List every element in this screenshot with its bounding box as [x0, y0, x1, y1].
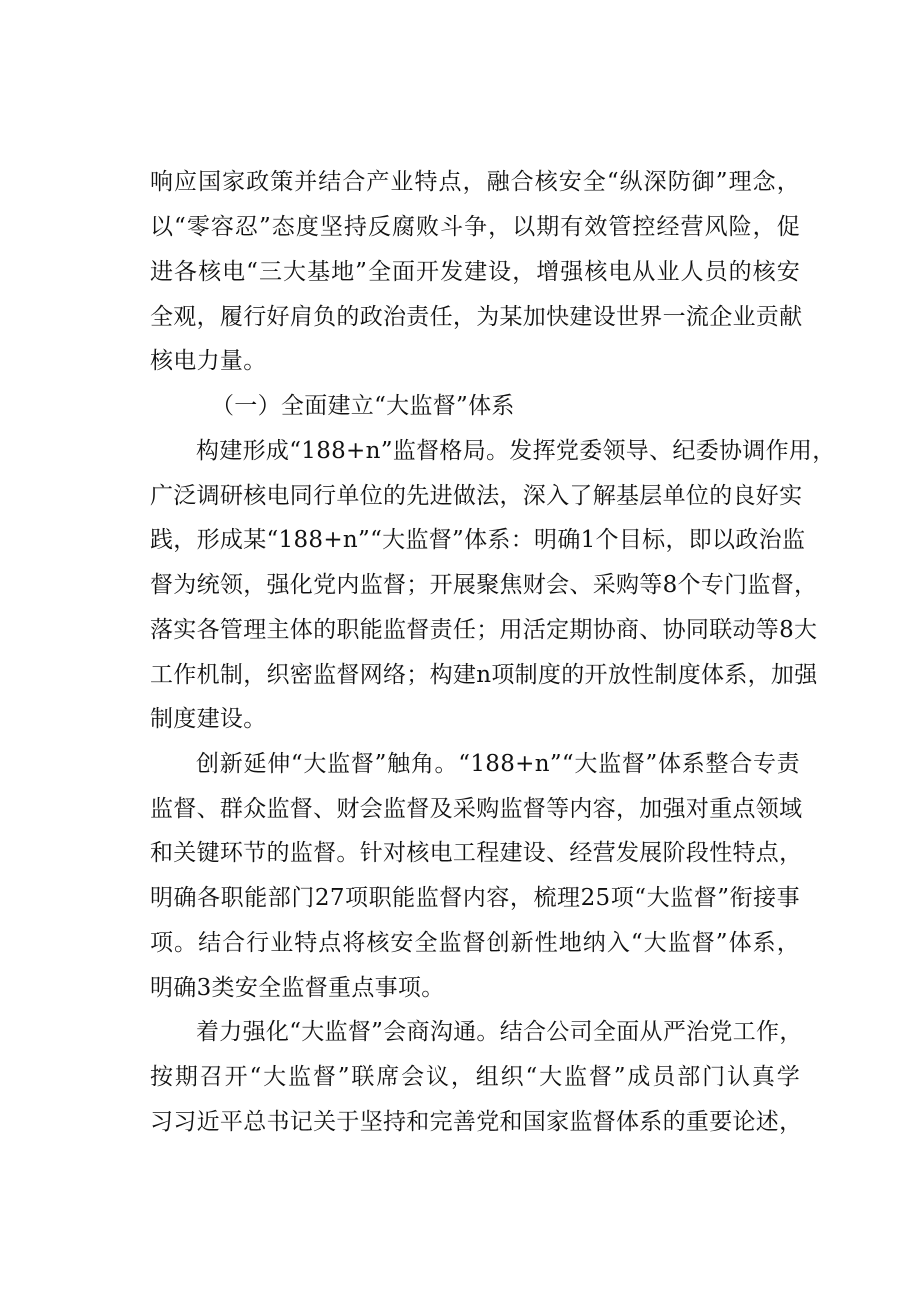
para1-line-1: 构建形成“188+n”监督格局。发挥党委领导、纪委协调作用， — [196, 438, 836, 464]
para2-line-4: 明确各职能部门27项职能监督内容，梳理25项“大监督”衔接事 — [150, 885, 800, 911]
para1-line-2: 广泛调研核电同行单位的先进做法，深入了解基层单位的良好实 — [150, 483, 803, 509]
para2-line-2: 监督、群众监督、财会监督及采购监督等内容，加强对重点领域 — [150, 796, 803, 822]
para1-line-6: 工作机制，织密监督网络；构建n项制度的开放性制度体系，加强 — [150, 662, 818, 688]
para3-line-2: 按期召开“大监督”联席会议，组织“大监督”成员部门认真学 — [150, 1064, 800, 1090]
para2-line-1: 创新延伸“大监督”触角。“188+n”“大监督”体系整合专责 — [196, 751, 800, 777]
para1-line-5: 落实各管理主体的职能监督责任；用活定期协商、协同联动等8大 — [150, 617, 818, 643]
para1-line-4: 督为统领，强化党内监督；开展聚焦财会、采购等8个专门监督， — [150, 572, 818, 598]
para2-line-6: 明确3类安全监督重点事项。 — [150, 975, 445, 1001]
intro-line-3: 进各核电“三大基地”全面开发建设，增强核电从业人员的核安 — [150, 259, 800, 285]
para1-line-3: 践，形成某“188+n”“大监督”体系：明确1个目标，即以政治监 — [150, 527, 806, 553]
intro-line-1: 响应国家政策并结合产业特点，融合核安全“纵深防御”理念， — [150, 169, 800, 195]
para3-line-1: 着力强化“大监督”会商沟通。结合公司全面从严治党工作， — [196, 1019, 803, 1045]
para3-line-3: 习习近平总书记关于坚持和完善党和国家监督体系的重要论述， — [150, 1109, 803, 1135]
para2-line-3: 和关键环节的监督。针对核电工程建设、经营发展阶段性特点， — [150, 840, 803, 866]
intro-line-4: 全观，履行好肩负的政治责任，为某加快建设世界一流企业贡献 — [150, 304, 803, 330]
intro-line-5: 核电力量。 — [150, 348, 267, 374]
intro-line-2: 以“零容忍”态度坚持反腐败斗争，以期有效管控经营风险，促 — [150, 214, 800, 240]
para2-line-5: 项。结合行业特点将核安全监督创新性地纳入“大监督”体系， — [150, 930, 800, 956]
section-heading: （一）全面建立“大监督”体系 — [211, 393, 515, 419]
para1-line-7: 制度建设。 — [150, 706, 267, 732]
